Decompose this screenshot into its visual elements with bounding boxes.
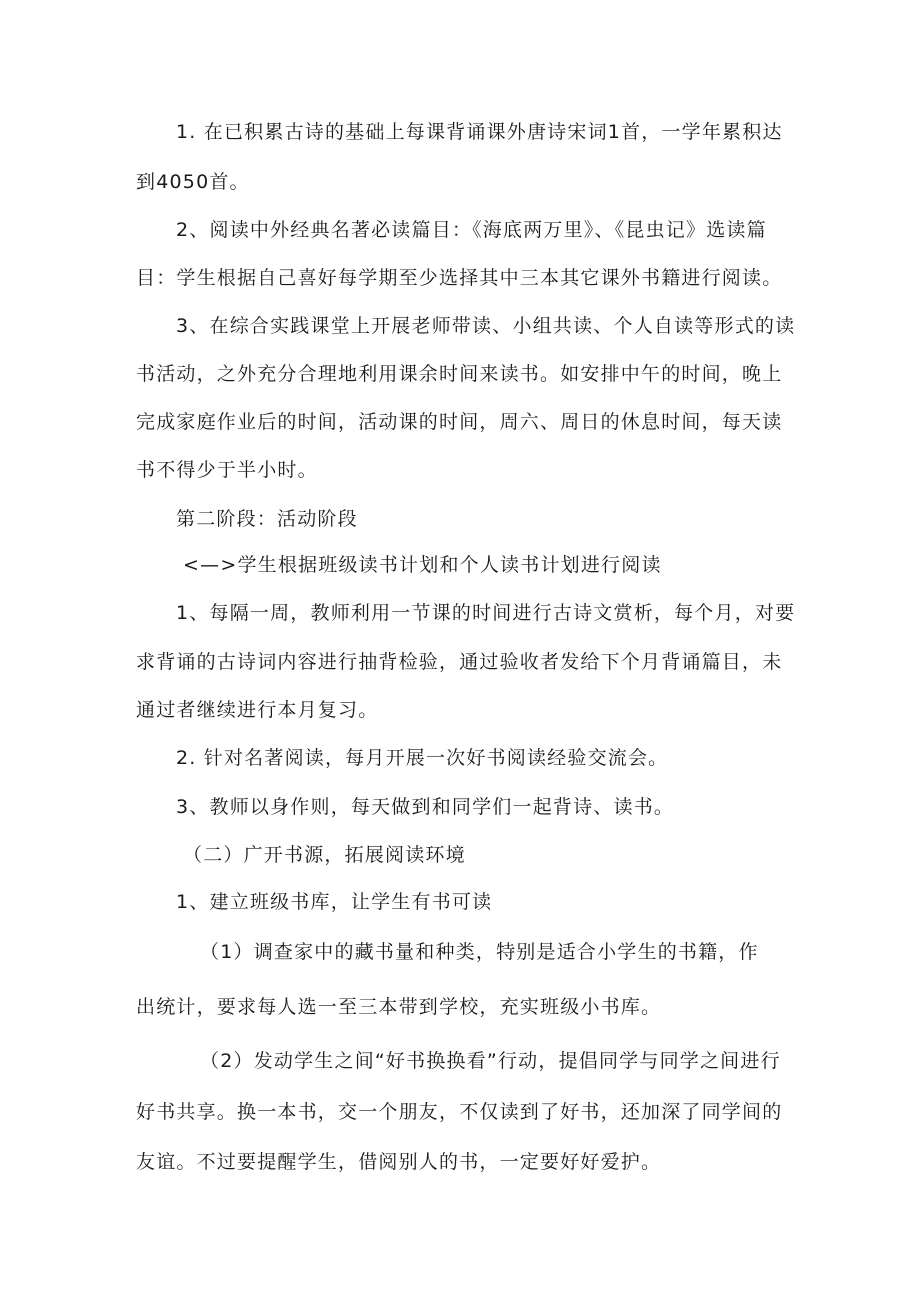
text-line: 3、在综合实践课堂上开展老师带读、小组共读、个人自读等形式的读	[176, 315, 796, 337]
text-line: （1）调查家中的藏书量和种类，特别是适合小学生的书籍，作	[200, 941, 759, 963]
text-line: 1、每隔一周，教师利用一节课的时间进行古诗文赏析，每个月，对要	[176, 602, 796, 624]
text-line: 出统计，要求每人选一至三本带到学校，充实班级小书库。	[136, 996, 662, 1018]
text-line: 1、建立班级书库，让学生有书可读	[176, 891, 493, 913]
text-line: 书活动，之外充分合理地利用课余时间来读书。如安排中午的时间，晚上	[136, 363, 783, 385]
subsection-heading: （二）广开书源，拓展阅读环境	[183, 844, 466, 866]
text-line: 2. 针对名著阅读，每月开展一次好书阅读经验交流会。	[176, 747, 669, 769]
text-line: 书不得少于半小时。	[136, 459, 318, 481]
text-line: 目：学生根据自己喜好每学期至少选择其中三本其它课外书籍进行阅读。	[136, 267, 783, 289]
text-line: 完成家庭作业后的时间，活动课的时间，周六、周日的休息时间，每天读	[136, 411, 783, 433]
text-line: 1. 在已积累古诗的基础上每课背诵课外唐诗宋词1首，一学年累积达	[176, 121, 783, 143]
text-line: 2、阅读中外经典名著必读篇目：《海底两万里》、《昆虫记》选读篇	[176, 219, 767, 241]
text-line: 好书共享。换一本书，交一个朋友，不仅读到了好书，还加深了同学间的	[136, 1101, 783, 1123]
text-line: 到4050首。	[136, 171, 250, 193]
section-heading: 第二阶段：活动阶段	[176, 508, 358, 530]
text-line: （2）发动学生之间“好书换换看”行动，提倡同学与同学之间进行	[200, 1050, 781, 1072]
text-line: 通过者继续进行本月复习。	[136, 699, 379, 721]
subsection-heading: <—>学生根据班级读书计划和个人读书计划进行阅读	[183, 554, 662, 576]
text-line: 求背诵的古诗词内容进行抽背检验，通过验收者发给下个月背诵篇目，未	[136, 651, 783, 673]
text-line: 3、教师以身作则，每天做到和同学们一起背诗、读书。	[176, 796, 675, 818]
text-line: 友谊。不过要提醒学生，借阅别人的书，一定要好好爱护。	[136, 1151, 662, 1173]
